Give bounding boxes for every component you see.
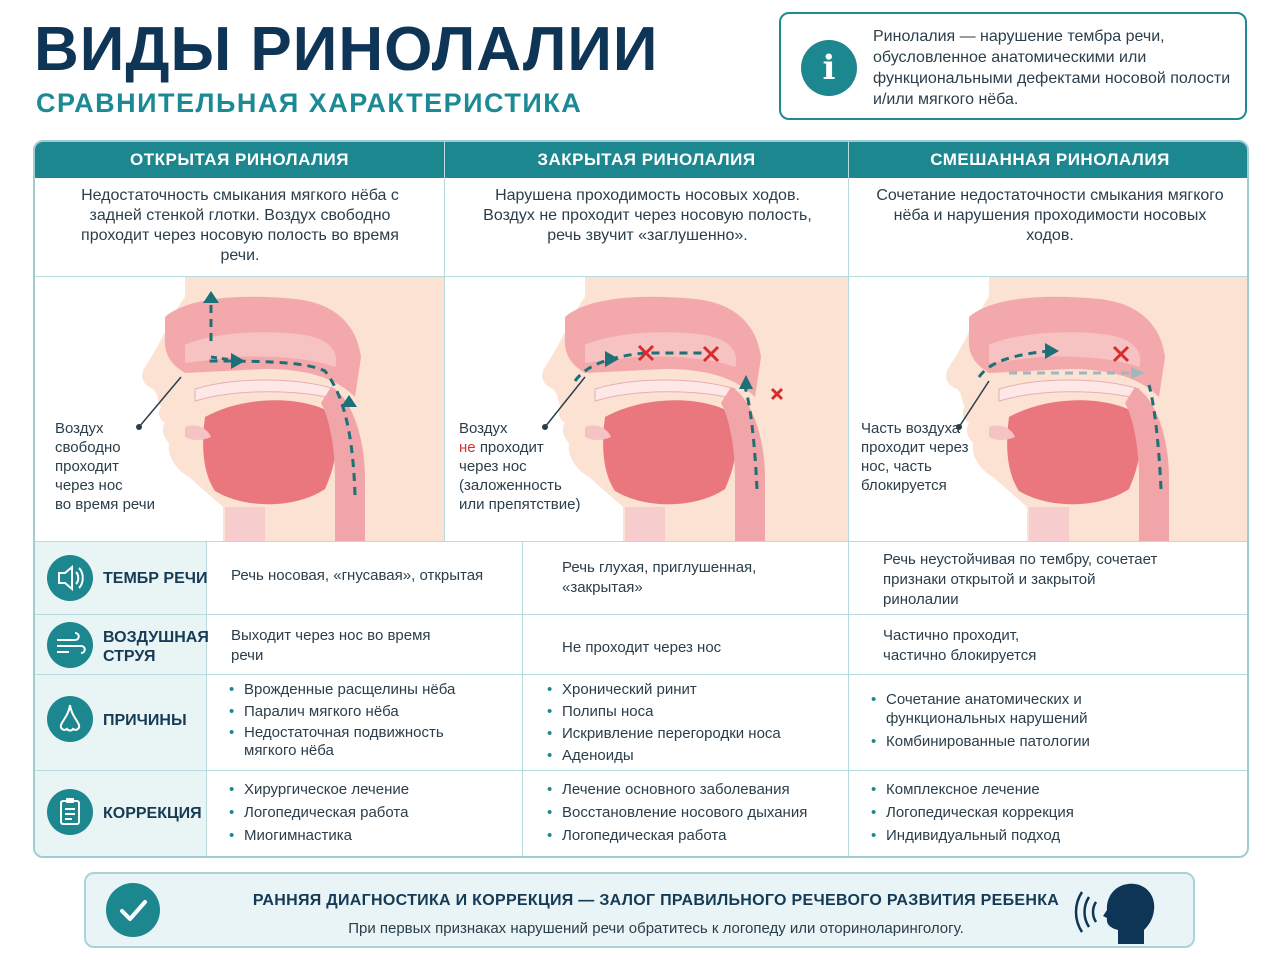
cell-causes-closed [547, 680, 837, 766]
illustration-closed [445, 277, 848, 541]
row-title-causes: ПРИЧИНЫ [103, 712, 187, 729]
description-open: Недостаточность смыкания мягкого нёба с задней стенкой глотки. Воздух свободно проходит через носовую полость во время речи. [81, 187, 399, 264]
row-title-correction: КОРРЕКЦИЯ [103, 805, 202, 822]
list-item: • Врожденные расщелины нёба [229, 680, 489, 700]
list-item: • Полипы носа [547, 702, 837, 722]
info-icon: i [801, 40, 857, 96]
list-item: • Комбинированные патологии [871, 732, 1131, 752]
column-header-open: ОТКРЫТАЯ РИНОЛАЛИЯ [35, 142, 444, 178]
airflow-label-closed: Воздух не проходит через нос (заложенность или препятствие) [459, 420, 581, 513]
list-item: • Индивидуальный подход [871, 826, 1131, 846]
row-title-airflow: ВОЗДУШНАЯ СТРУЯ [103, 629, 209, 665]
clipboard-icon [47, 789, 93, 835]
check-icon [106, 883, 160, 937]
list-item: • Логопедическая работа [547, 826, 837, 846]
cell-timbre-closed: Речь глухая, приглушенная, «закрытая» [562, 559, 757, 596]
footer-subtitle: При первых признаках нарушений речи обратитесь к логопеду или оториноларингологу. [348, 920, 964, 937]
speaker-icon [47, 555, 93, 601]
list-item: • Искривление перегородки носа [547, 724, 837, 744]
list-item: • Комплексное лечение [871, 780, 1131, 800]
list-item: • Лечение основного заболевания [547, 780, 837, 800]
list-item: • Аденоиды [547, 746, 837, 766]
cell-timbre-open: Речь носовая, «гнусавая», открытая [231, 567, 484, 584]
illustration-mixed [849, 277, 1249, 541]
airflow-label-open: Воздух свободно проходит через нос во время речи [55, 420, 155, 513]
illustration-open [35, 277, 444, 541]
column-header-closed: ЗАКРЫТАЯ РИНОЛАЛИЯ [445, 142, 848, 178]
head-cross-section-mixed-icon [849, 277, 1249, 541]
list-item: • Логопедическая работа [229, 803, 489, 823]
list-item: • Хирургическое лечение [229, 780, 489, 800]
page-subtitle: СРАВНИТЕЛЬНАЯ ХАРАКТЕРИСТИКА [36, 88, 583, 118]
footer-title: РАННЯЯ ДИАГНОСТИКА И КОРРЕКЦИЯ — ЗАЛОГ ПРАВИЛЬНОГО РЕЧЕВОГО РАЗВИТИЯ РЕБЕНКА [252, 892, 1060, 909]
footer-banner [84, 872, 1195, 948]
list-item: • Недостаточная подвижность мягкого нёба [229, 724, 474, 760]
description-mixed: Сочетание недостаточности смыкания мягкого нёба и нарушения проходимости носовых ходов. [876, 187, 1224, 244]
definition-text: Ринолалия — нарушение тембра речи, обусловленное анатомическими или функциональными дефектами носовой полости и/или мягкого нёба. [873, 28, 1231, 108]
cell-correction-mixed [871, 780, 1131, 846]
column-header-mixed: СМЕШАННАЯ РИНОЛАЛИЯ [849, 142, 1249, 178]
comparison-table [33, 140, 1249, 858]
cell-causes-open [229, 680, 489, 760]
list-item: • Логопедическая коррекция [871, 803, 1131, 823]
cell-airflow-mixed: Частично проходит, частично блокируется [883, 627, 1037, 664]
cell-airflow-closed: Не проходит через нос [562, 639, 722, 656]
cell-correction-open [229, 780, 489, 846]
cell-timbre-mixed: Речь неустойчивая по тембру, сочетает признаки открытой и закрытой ринолалии [883, 551, 1158, 608]
list-item: • Паралич мягкого нёба [229, 702, 489, 722]
nose-icon [47, 696, 93, 742]
list-item: • Миогимнастика [229, 826, 489, 846]
cell-correction-closed [547, 780, 837, 846]
list-item: • Хронический ринит [547, 680, 837, 700]
list-item: • Восстановление носового дыхания [547, 803, 837, 823]
cell-causes-mixed [871, 690, 1131, 752]
wind-icon [47, 622, 93, 668]
page-title: ВИДЫ РИНОЛАЛИИ [34, 15, 659, 84]
definition-box [779, 12, 1247, 120]
description-closed: Нарушена проходимость носовых ходов. Воздух не проходит через носовую полость, речь звучит «заглушенно». [483, 187, 812, 244]
row-title-timbre: ТЕМБР РЕЧИ [103, 570, 208, 587]
cell-airflow-open: Выходит через нос во время речи [231, 627, 431, 664]
speaking-head-icon [1070, 878, 1180, 946]
airflow-label-mixed: Часть воздуха проходит через нос, часть блокируется [861, 420, 969, 494]
list-item: • Сочетание анатомических и функциональных нарушений [871, 690, 1121, 728]
